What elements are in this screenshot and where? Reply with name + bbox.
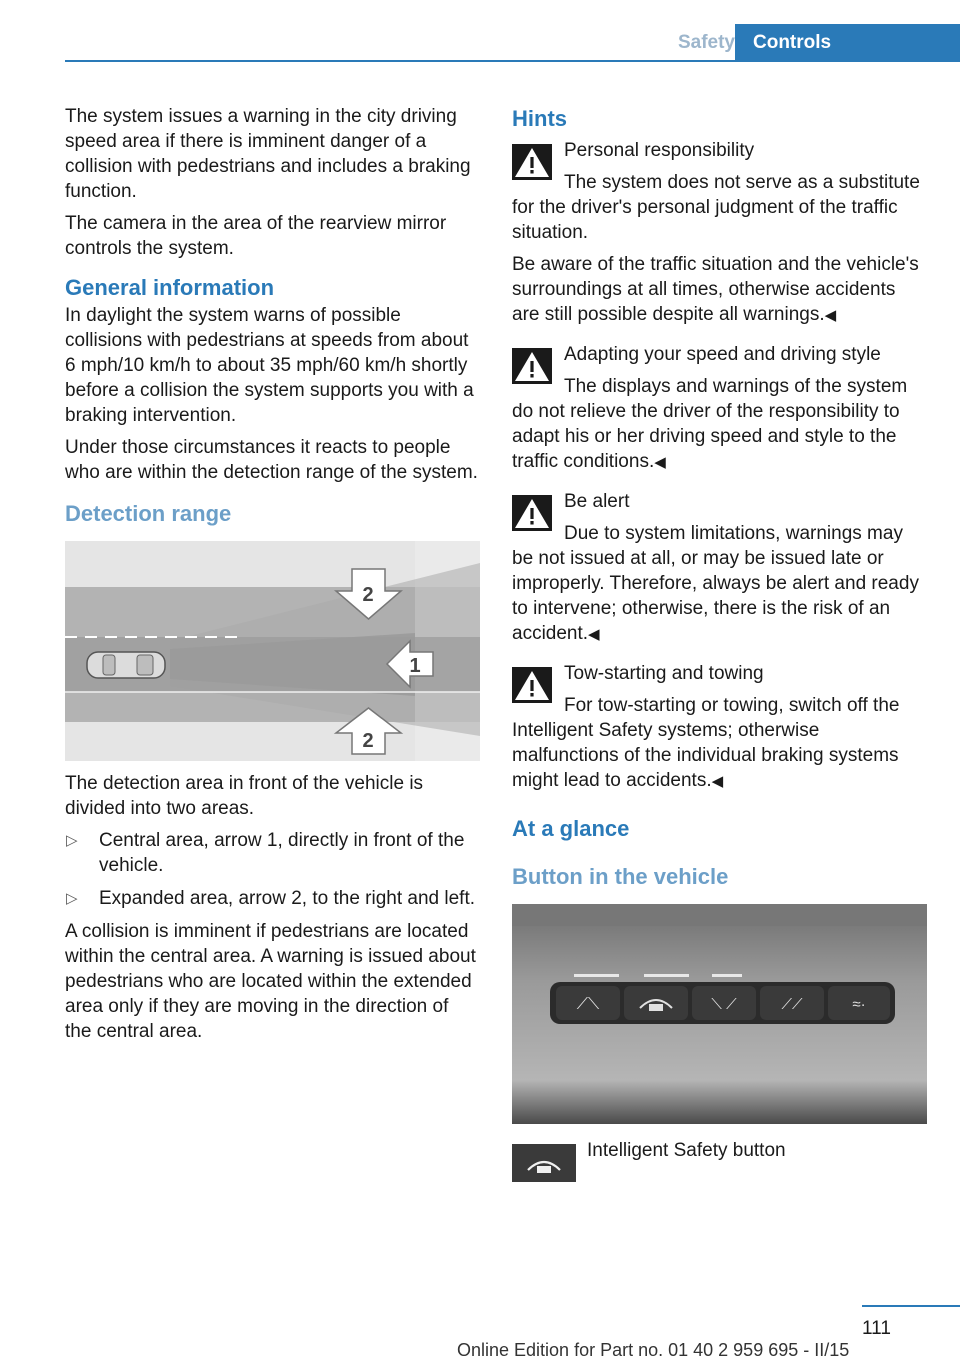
paragraph: Under those circumstances it reacts to people who are within the detection range of the system. — [65, 437, 478, 483]
footer-rule — [862, 1305, 960, 1307]
warning-block — [512, 138, 925, 328]
panel-button — [760, 986, 824, 1020]
edition-footer: Online Edition for Part no. 01 40 2 959 695 - II/15 — [457, 1340, 850, 1360]
arrow-top-label: 2 — [362, 584, 374, 606]
area-list — [65, 828, 480, 911]
warning-text — [512, 252, 925, 328]
warning-title: Personal responsibility — [564, 140, 755, 161]
svg-text:⟋⟋: ⟋⟋ — [781, 996, 803, 1013]
warning-block — [512, 342, 925, 475]
button-panel-photo — [512, 904, 927, 1124]
warning-text — [512, 693, 925, 794]
left-column — [65, 104, 480, 1051]
warning-body: For tow-starting or towing, switch off the Intelligent Safety systems; otherwise malfunctions of the individual braking systems might lead to accidents. — [512, 695, 900, 791]
warning-triangle-icon — [512, 144, 552, 180]
bullet-marker: ▷ — [66, 832, 78, 849]
page-number: 111 — [862, 1318, 891, 1339]
svg-text:⟍ ⟋: ⟍ ⟋ — [711, 996, 737, 1013]
warning-title: Tow-starting and towing — [564, 663, 764, 684]
panel-button-intelligent-safety — [624, 986, 688, 1020]
arrow-bottom-label: 2 — [362, 730, 374, 752]
list-item — [65, 886, 480, 911]
intelligent-safety-legend — [512, 1140, 925, 1184]
intelligent-safety-caption: Intelligent Safety button — [587, 1140, 786, 1161]
panel-button — [828, 986, 890, 1020]
warning-body: Due to system limitations, warnings may be not issued at all, or may be issued late or improperly. Therefore, always be alert and ready to intervene; otherwise, there is the risk of an accident. — [512, 523, 919, 644]
paragraph: The camera in the area of the rearview mirror controls the system. — [65, 213, 447, 259]
at-a-glance-heading: At a glance — [512, 816, 630, 841]
warning-text — [512, 374, 925, 475]
paragraph: The system issues a warning in the city driving speed area if there is imminent danger of a collision with pedestrians and includes a braking function. — [65, 106, 471, 202]
svg-text:≈·: ≈· — [852, 996, 866, 1013]
list-item-text: Central area, arrow 1, directly in front of the vehicle. — [99, 830, 465, 876]
header-rule — [65, 60, 960, 62]
detection-range-diagram — [65, 541, 480, 761]
end-mark: ◀ — [711, 773, 724, 790]
warning-text — [512, 170, 925, 245]
list-item-text: Expanded area, arrow 2, to the right and left. — [99, 888, 476, 909]
header-tab-controls: Controls — [735, 24, 960, 62]
warning-triangle-icon — [512, 495, 552, 531]
list-item — [65, 828, 480, 878]
car-icon — [87, 652, 165, 678]
warning-body: The system does not serve as a substitute for the driver's personal judgment of the traffic situation. — [512, 172, 920, 243]
warning-block — [512, 489, 925, 647]
end-mark: ◀ — [824, 307, 837, 324]
general-information-heading: General information — [65, 275, 275, 300]
panel-button — [692, 986, 756, 1020]
warning-block — [512, 661, 925, 794]
button-in-vehicle-heading: Button in the vehicle — [512, 864, 729, 889]
panel-button — [556, 986, 620, 1020]
warning-triangle-icon — [512, 667, 552, 703]
intelligent-safety-button-icon — [512, 1144, 576, 1182]
warning-extra: Be aware of the traffic situation and the vehicle's surroundings at all times, otherwise accidents are still possible despite all warnings. — [512, 254, 919, 325]
paragraph: The detection area in front of the vehicle is divided into two areas. — [65, 773, 424, 819]
right-column — [512, 104, 925, 1184]
paragraph: In daylight the system warns of possible collisions with pedestrians at speeds from about 6 mph/10 km/h to about 35 mph/60 km/h shortly before a collision the system supports you with a braking intervention. — [65, 305, 474, 426]
warning-title: Adapting your speed and driving style — [564, 344, 881, 365]
warning-text — [512, 521, 925, 647]
detection-range-heading: Detection range — [65, 501, 232, 526]
header-tab-safety: Safety — [677, 32, 735, 53]
detection-range-figure — [65, 541, 480, 761]
bullet-marker: ▷ — [66, 890, 78, 907]
end-mark: ◀ — [654, 454, 666, 471]
warning-title: Be alert — [564, 491, 630, 512]
paragraph: A collision is imminent if pedestrians are located within the central area. A warning is issued about pedestrians who are located within the extended area only if they are moving in the direction of the central area. — [65, 921, 476, 1042]
hints-heading: Hints — [512, 106, 567, 131]
warning-triangle-icon — [512, 348, 552, 384]
svg-text:⟋⟍: ⟋⟍ — [576, 996, 600, 1013]
end-mark: ◀ — [588, 626, 600, 643]
arrow-center-label: 1 — [409, 655, 421, 677]
warning-body: The displays and warnings of the system do not relieve the driver of the responsibility to adapt his or her driving speed and style to the traffic conditions. — [512, 376, 908, 472]
